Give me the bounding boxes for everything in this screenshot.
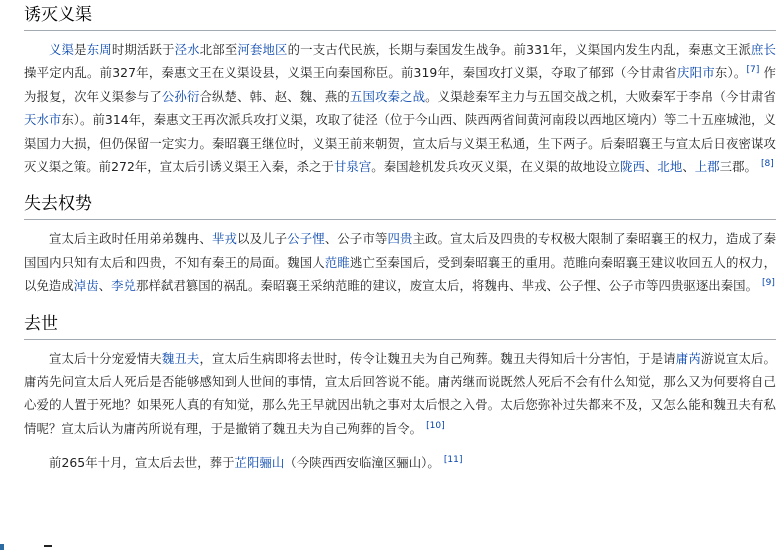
wiki-link[interactable]: 庆阳市 xyxy=(677,65,715,81)
next-section-edge xyxy=(0,544,60,550)
wiki-link[interactable]: 庸芮 xyxy=(675,350,701,366)
section-heading: 失去权势 xyxy=(24,192,776,220)
paragraph xyxy=(24,347,776,441)
section-death xyxy=(24,312,776,475)
text-run: 东）。 xyxy=(714,65,747,81)
citation-ref[interactable]: [11] xyxy=(443,455,463,466)
text-run: 主政。宣太后及四贵的专权极大限制了秦昭襄王的权力，造成了秦国国内只知有太后和四贵，不知有秦王的局面。魏国人 xyxy=(24,231,777,270)
text-run: 北部至 xyxy=(199,42,238,57)
text-run: 、 xyxy=(98,278,112,294)
wiki-link[interactable]: 芈戎 xyxy=(211,231,238,247)
text-run: 前265年十月，宣太后去世，葬于 xyxy=(49,455,235,471)
section-lose-power xyxy=(24,192,776,297)
text-run: 以及儿子 xyxy=(237,231,288,247)
wiki-link[interactable]: 李兑 xyxy=(111,278,136,294)
wiki-link[interactable]: 天水市 xyxy=(24,112,62,128)
wiki-link[interactable]: 淖齿 xyxy=(73,278,99,294)
citation-ref[interactable]: [7] xyxy=(746,65,760,76)
wiki-link[interactable]: 甘泉宫 xyxy=(333,159,372,175)
paragraph xyxy=(24,451,776,474)
text-run: 逃亡至秦国后，受到秦昭襄王的重用。范睢向秦昭襄王建议收回五人的权力，以免造成 xyxy=(24,254,777,294)
text-run: 东）。前314年，秦惠文王再次派兵攻打义渠，攻取了徒泾（位于今山西、陕西两省间黄河南段以西地区境内）等二十五座城池，义渠国力大损，但仍保留一定实力。秦昭襄王继位时，义渠王前来朝贺，宣太后与义渠王私通，生下两子。后秦昭襄王与宣太后日夜密谋攻灭义渠之策。前272年，宣太后引诱义渠王入秦，杀之于 xyxy=(24,112,776,175)
wiki-link[interactable]: 陇西 xyxy=(620,159,645,175)
text-run: ，宣太后生病即将去世时，传令让魏丑夫为自己殉葬。魏丑夫得知后十分害怕，于是请 xyxy=(199,350,676,366)
text-run: 合纵楚、韩、赵、魏、燕的 xyxy=(199,88,350,104)
wiki-link[interactable]: 上郡 xyxy=(694,159,720,175)
text-run: 那样弑君篡国的祸乱。秦昭襄王采纳范睢的建议，废宣太后，将魏冉、芈戎、公子悝、公子市等四贵驱逐出秦国。 xyxy=(136,278,763,294)
paragraph xyxy=(24,38,776,178)
wiki-link[interactable]: 公子悝 xyxy=(287,231,325,247)
text-run: 作为报复，次年义渠参与了 xyxy=(24,65,777,104)
section-heading: 去世 xyxy=(24,312,776,340)
text-run: 操平定内乱。前327年，秦惠文王在义渠设县，义渠王向秦国称臣。前319年，秦国攻打义渠，夺取了郁郅（今甘肃省 xyxy=(24,65,678,81)
wiki-link[interactable]: 四贵 xyxy=(387,231,413,247)
wiki-link[interactable]: 北地 xyxy=(657,159,683,175)
text-run: 时期活跃于 xyxy=(111,42,175,57)
section-conquer-yiqu xyxy=(24,3,776,178)
text-run: 、 xyxy=(682,159,695,175)
wiki-link[interactable]: 范睢 xyxy=(324,254,350,270)
left-accent-bar xyxy=(0,544,4,550)
citation-ref[interactable]: [10] xyxy=(426,420,445,431)
text-run: 宣太后主政时任用弟弟魏冉、 xyxy=(49,231,212,247)
text-run: 、 xyxy=(644,159,658,175)
text-run: 。义渠趁秦军主力与五国交战之机，大败秦军于李帛（今甘肃省 xyxy=(425,88,776,104)
wiki-link[interactable]: 芷阳骊山 xyxy=(234,455,285,471)
section-heading: 诱灭义渠 xyxy=(24,3,776,31)
text-run: 的一支古代民族，长期与秦国发生战争。前331年，义渠国内发生内乱，秦惠文王派 xyxy=(287,42,751,57)
paragraph xyxy=(24,227,776,297)
citation-ref[interactable]: [8] xyxy=(760,158,774,169)
wiki-link[interactable]: 魏丑夫 xyxy=(161,350,200,366)
text-run: 三郡。 xyxy=(719,159,761,175)
next-heading-fragment xyxy=(44,545,52,550)
wiki-link[interactable]: 河套地区 xyxy=(237,42,288,57)
text-run: 宣太后十分宠爱情夫 xyxy=(49,350,162,366)
text-run: 。秦国趁机发兵攻灭义渠，在义渠的故地设立 xyxy=(371,159,621,175)
wiki-link[interactable]: 五国攻秦之战 xyxy=(349,88,426,104)
wiki-link[interactable]: 泾水 xyxy=(174,42,200,57)
text-run: 、公子市等 xyxy=(324,231,388,247)
article-body xyxy=(24,0,776,475)
wiki-link[interactable]: 庶长 xyxy=(751,42,776,57)
text-run: （今陕西西安临潼区骊山）。 xyxy=(284,455,444,471)
text-run: 是 xyxy=(74,42,87,57)
wiki-link[interactable]: 义渠 xyxy=(49,42,75,57)
text-run: 游说宣太后。庸芮先问宣太后人死后是否能够感知到人世间的事情，宣太后回答说不能。庸芮继而说既然人死后不会有什么知觉，那么又为何要将自己心爱的人置于死地？如果死人真的有知觉，那么先王早就因出轨之事对太后恨之入骨。太后您弥补过失都来不及，又怎么能和魏丑夫有私情呢？宣太后认为庸芮所说有理，于是撤销了魏丑夫为自己殉葬的旨令。 xyxy=(24,350,776,436)
citation-ref[interactable]: [9] xyxy=(762,278,775,289)
wiki-link[interactable]: 公孙衍 xyxy=(161,88,200,104)
wiki-link[interactable]: 东周 xyxy=(86,42,112,57)
